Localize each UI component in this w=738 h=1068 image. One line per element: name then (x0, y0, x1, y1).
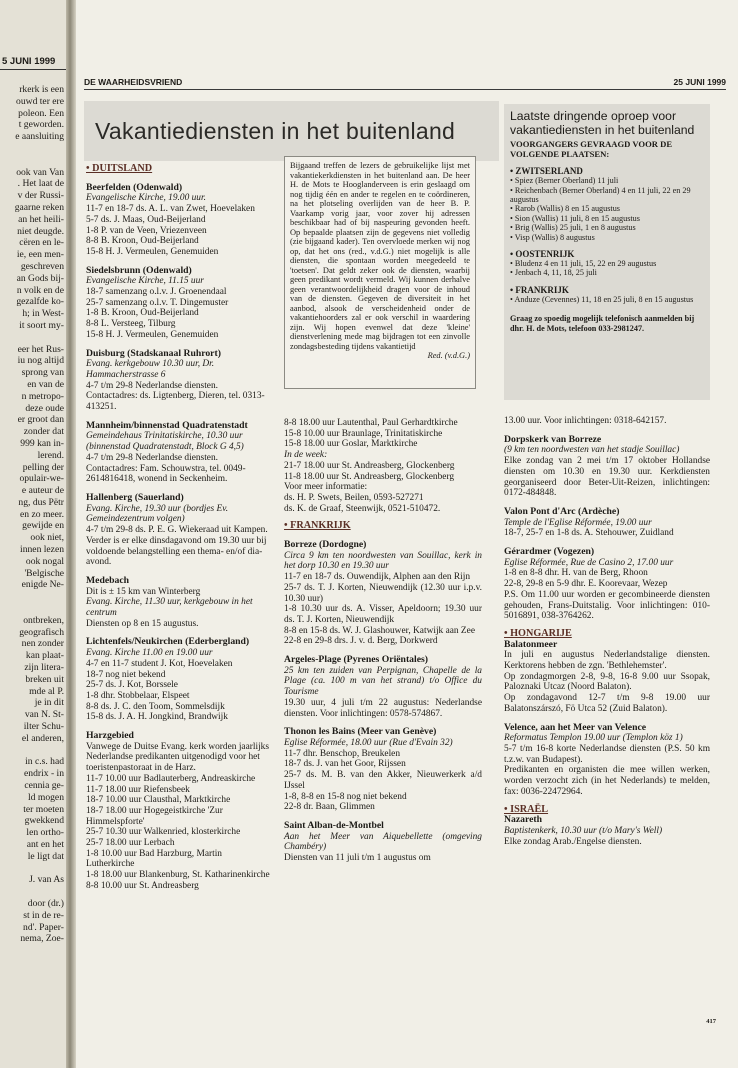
previous-page-line (2, 603, 64, 615)
service-line: 4-7 t/m 29-8 ds. P. E. G. Wiekeraad uit Kampen. (86, 525, 268, 536)
place-heading: Gérardmer (Vogezen) (504, 546, 595, 558)
service-line: 22-8 en 29-8 drs. J. v. d. Berg, Dorkwerd (284, 636, 438, 647)
previous-page-line: ant en het (26, 839, 64, 850)
venue-line: Evang. kerkgebouw 10.30 uur, Dr. Hammacherstrasse 6 (86, 359, 215, 380)
intro-box (284, 156, 476, 389)
previous-page-line: en van de (27, 378, 64, 390)
vacancy-item: • Bludenz 4 en 11 juli, 15, 22 en 29 augustus (510, 259, 657, 269)
magazine-page (76, 0, 738, 1068)
service-line: 11-7 dhr. Benschop, Breukelen (284, 748, 401, 759)
service-line: Vanwege de Duitse Evang. kerk worden jaarlijks Nederlandse predikanten uitgenodigd voor het toeristenpastoraat in de Harz. (86, 741, 270, 774)
section-heading: • ISRAËL (504, 803, 549, 815)
service-line: 1-8 10.30 uur ds. A. Visser, Apeldoorn; 19.30 uur ds. T. J. Korten, Nieuwendijk (284, 604, 482, 625)
vacancy-item: • Reichenbach (Berner Oberland) 4 en 11 juli, 22 en 29 augustus (510, 185, 691, 204)
previous-page-line: ie, een men- (16, 249, 64, 261)
previous-page-line: geografisch (19, 626, 64, 638)
urgent-call-subtitle: VOORGANGERS GEVRAAGD VOOR DE VOLGENDE PLAATSEN: (510, 139, 673, 159)
service-line: Diensten van 11 juli t/m 1 augustus om (284, 853, 431, 864)
previous-page-line: gwekkend (24, 815, 64, 827)
vacancy-item: • Anduze (Cevennes) 11, 18 en 25 juli, 8 en 15 augustus (510, 294, 694, 304)
previous-page-line: ook niet, (30, 532, 64, 544)
service-line: 5-7 ds. J. Maas, Oud-Beijerland (86, 214, 206, 225)
previous-page-line: door (dr.) (27, 897, 64, 909)
previous-page-line: ook nogal (25, 555, 64, 567)
service-line: Contactadres: ds. Ligtenberg, Dieren, tel. 0313-413251. (86, 391, 265, 413)
service-line: 8-8 en 15-8 ds. W. J. Glashouwer, Katwijk aan Zee (284, 625, 475, 636)
previous-page-line: gewijde en (22, 520, 64, 532)
place-heading: Siedelsbrunn (Odenwald) (86, 264, 192, 276)
service-line: 11-7 18.00 uur Riefensbeek (86, 784, 190, 795)
service-line: Elke zondag van 2 mei t/m 17 oktober Hollandse diensten om 10.30 en 19.30 uur. Kerkdiensten georganiseerd door Beter-Uit-Reizen, inlichtingen: 0172-484848. (504, 456, 710, 499)
previous-page-line: niet deugde. (17, 225, 64, 237)
previous-page-line: n volk en de (16, 284, 64, 296)
service-line: 8-8 18.00 uur Lautenthal, Paul Gerhardtkirche (284, 418, 458, 428)
previous-page-line: 999 kan in- (20, 437, 64, 449)
previous-page-line (2, 155, 64, 167)
place-heading: Beerfelden (Odenwald) (86, 181, 183, 193)
venue-line: Evangelische Kirche, 19.00 uur. (86, 193, 206, 204)
place-heading: Velence, aan het Meer van Velence (504, 721, 647, 733)
venue-line: Gemeindehaus Trinitatiskirche, 10.30 uur (binnenstad Quadratenstadt, Block G 4,5) (86, 431, 244, 453)
service-line: 11-7 en 18-7 ds. Ouwendijk, Alphen aan den Rijn (284, 572, 471, 583)
previous-page-text (2, 84, 64, 945)
service-line: 1-8 en 8-8 dhr. H. van de Berg, Rhoon (504, 568, 648, 579)
previous-page-line: cëren en le- (19, 237, 64, 249)
column-3 (504, 416, 710, 847)
service-line: 8-8 10.00 uur St. Andreasberg (86, 880, 199, 891)
previous-page-line: endrix - in (24, 768, 64, 780)
previous-page-line (2, 886, 64, 898)
previous-page-line: er groot dan (17, 414, 64, 426)
service-line: 18-7 18.00 uur Hogegeistkirche 'Zur Himmelspforte' (86, 805, 223, 827)
service-line: 5-7 t/m 16-8 korte Nederlandse diensten (P.S. 50 km t.z.w. van Budapest). (504, 743, 710, 765)
service-line: 1-8, 8-8 en 15-8 nog niet bekend (284, 791, 407, 802)
vacancy-item: • Jenbach 4, 11, 18, 25 juli (510, 268, 597, 278)
service-line: Contactadres: Fam. Schouwstra, tel. 0049-2614816418, wonend in Seckenheim. (86, 463, 246, 485)
service-line: 8-8 L. Versteeg, Tilburg (86, 319, 176, 330)
vacancy-item: • Rarob (Wallis) 8 en 15 augustus (510, 204, 620, 214)
previous-page-line: . Het laat de (17, 178, 64, 190)
service-line: 15-8 10.00 uur Braunlage, Trinitatiskirche (284, 428, 443, 439)
previous-page-line: en zo meer. (20, 508, 64, 520)
service-line: Voor meer informatie: (284, 482, 368, 493)
country-heading: • FRANKRIJK (510, 284, 569, 295)
service-line: Dit is ± 15 km van Winterberg (86, 586, 201, 597)
urgent-call-contact: Graag zo spoedig mogelijk telefonisch aanmelden bij dhr. H. de Mots, telefoon 033-2981247. (510, 314, 695, 333)
previous-page-line: ouwd ter ere (16, 95, 64, 107)
country-heading: • OOSTENRIJK (510, 249, 575, 260)
place-heading: Medebach (86, 574, 130, 586)
place-heading: Duisburg (Stadskanaal Ruhrort) (86, 347, 221, 359)
service-line: 15-8 ds. J. A. H. Jongkind, Brandwijk (86, 712, 228, 723)
previous-page-line: cennia ge- (24, 780, 64, 792)
venue-line: Eglise Réformée, 18.00 uur (Rue d'Evain 32) (284, 737, 453, 748)
service-line: 4-7 t/m 29-8 Nederlandse diensten. (86, 452, 218, 463)
section-heading: • HONGARIJE (504, 627, 572, 639)
intro-text: Bijgaand treffen de lezers de gebruikelijke lijst met vakantiekerkdiensten in het buitenland aan. De heer H. de Mots te Hooglanderveen is erin geslaagd om nog tijdig één en ander te regelen en te coördineren, na het plotseling overlijden van de heer B. P. Vaarkamp vorig jaar, voor zover hij adressen beschikbaar had of bij naspeuring gevonden heeft. Op bepaalde plaatsen zijn de gegevens niet volledig (zie bijgaand kader). Ten overvloede merken wij nog op, dat het ons (red., v.d.G.) niet mogelijk is alle diensten, die spontaan worden meegedeeld te 'toetsen'. Dat geldt zeker ook de diensten, waarbij geen predikant wordt vermeld. Wij kunnen derhalve geen verantwoordelijkheid dragen voor de inhoud van de diensten. Gegeven de diversiteit in het aanbod, alsook de verscheidenheid onder de vakantiehoorders zal er ook verschil in waardering zijn. Wij hopen evenwel dat deze 'kleine' dienstverlening mede mag bijdragen tot een zinvolle zondagsbesteding tijdens vakantietijd (290, 161, 470, 351)
venue-line: Evang. Kirche 11.00 en 19.00 uur (86, 648, 213, 659)
venue-line: Evang. Kirche, 11.30 uur, kerkgebouw in het centrum (86, 597, 253, 619)
previous-page-line: ilter Schu- (23, 721, 64, 733)
service-line: 15-8 18.00 uur Goslar, Marktkirche (284, 439, 418, 450)
previous-page-line: ontbreken, (23, 614, 64, 626)
previous-page-line: nd'. Paper- (23, 921, 64, 933)
previous-page-line: e auteur de (21, 485, 64, 497)
previous-page-line: ook van Van (16, 166, 64, 178)
issue-date: 25 JUNI 1999 (673, 77, 726, 87)
vacancy-item: • Sion (Wallis) 11 juli, 8 en 15 augustus (510, 213, 640, 223)
service-line: 22-8 dr. Baan, Glimmen (284, 802, 375, 813)
service-line: 21-7 18.00 uur St. Andreasberg, Glockenberg (284, 460, 455, 471)
previous-page-edge (0, 0, 66, 1068)
venue-line: In de week: (284, 450, 328, 461)
service-line: P.S. Om 11.00 uur worden er gecombineerde diensten gehouden, Frans-Duitstalig. Voor inlichtingen: 010-5016891, 038-3764262. (504, 589, 710, 622)
previous-page-line: zijn litera- (24, 662, 64, 674)
urgent-call-box (504, 104, 710, 400)
service-line: 25-7 10.30 uur Walkenried, klosterkirche (86, 827, 241, 838)
previous-page-line (2, 332, 64, 344)
previous-page-line: J. van As (29, 874, 64, 886)
previous-page-line: opulair-we- (19, 473, 64, 485)
venue-line: Circa 9 km ten noordwesten van Souillac, kerk in het dorp 10.30 en 19.30 uur (284, 550, 482, 572)
column-1 (86, 164, 272, 892)
service-line: 25-7 samenzang o.l.v. T. Dingemuster (86, 297, 229, 308)
service-line: 8-8 B. Kroon, Oud-Beijerland (86, 236, 199, 247)
place-heading: Hallenberg (Sauerland) (86, 491, 184, 503)
running-header (84, 76, 726, 90)
previous-page-line: poleon. Een (18, 107, 64, 119)
previous-page-line: t geworden. (18, 119, 64, 131)
place-heading: Thonon les Bains (Meer van Genève) (284, 726, 437, 738)
article-title: Vakantiediensten in het buitenland (95, 118, 456, 144)
service-line: In juli en augustus Nederlandstalige diensten. Kerktorens hebben de zgn. 'Bethlehemster'. (504, 650, 710, 672)
place-heading: Borreze (Dordogne) (284, 539, 367, 551)
service-line: 8-8 ds. J. C. den Toom, Sommelsdijk (86, 701, 225, 712)
service-line: 11-7 10.00 uur Badlauterberg, Andreaskirche (86, 773, 256, 784)
section-heading: • DUITSLAND (86, 163, 153, 174)
previous-page-line: nen zonder (21, 638, 64, 650)
service-line: 18-7 nog niet bekend (86, 669, 166, 680)
place-heading: Valon Pont d'Arc (Ardèche) (504, 505, 620, 517)
urgent-call-list (510, 166, 704, 304)
service-line: 19.30 uur, 4 juli t/m 22 augustus: Nederlandse diensten. Voor inlichtingen: 0578-574867. (284, 697, 482, 719)
place-heading: Harzgebied (86, 730, 134, 742)
venue-line: Temple de l'Eglise Réformée, 19.00 uur (504, 517, 652, 528)
previous-page-line (2, 863, 64, 875)
service-line: 25-7 ds. M. B. van den Akker, Nieuwerkerk a/d IJssel (284, 770, 482, 791)
service-line: 22-8, 29-8 en 5-9 dhr. E. Koorevaar, Wezep (504, 579, 668, 590)
service-line: 11-8 18.00 uur St. Andreasberg, Glockenberg (284, 471, 455, 482)
vacancy-item: • Visp (Wallis) 8 augustus (510, 232, 595, 242)
previous-page-line: iu nog altijd (17, 355, 64, 367)
previous-page-line: gaarne reken (14, 201, 64, 213)
service-line: Op zondagavond 12-7 t/m 9-8 19.00 uur Balatonszárszó, Fö Utca 52 (Zuid Balaton). (504, 693, 710, 714)
place-heading: Dorpskerk van Borreze (504, 433, 602, 445)
previous-page-line: rkerk is een (19, 84, 64, 95)
previous-page-line: it soort my- (19, 319, 64, 331)
service-line: 11-7 en 18-7 ds. A. L. van Zwet, Hoevelaken (86, 204, 255, 215)
service-line: 15-8 H. J. Vermeulen, Genemuiden (86, 329, 219, 340)
previous-page-line (2, 745, 64, 757)
column-2 (284, 418, 482, 864)
previous-page-line: len ortho- (26, 827, 64, 839)
intro-signature: Red. (v.d.G.) (427, 351, 470, 360)
service-line: 1-8 P. van de Veen, Vriezenveen (86, 225, 207, 236)
previous-page-line: el anderen, (21, 732, 64, 744)
previous-page-line: geschreven (20, 260, 64, 272)
venue-line: Evangelische Kirche, 11.15 uur (86, 276, 204, 287)
previous-page-line: h; in West- (22, 308, 64, 320)
service-line: 18-7 10.00 uur Clausthal, Marktkirche (86, 795, 231, 806)
service-line: Verder is er elke dinsdagavond om 19.30 uur bij voldoende belangstelling een thema- en/of dia-avond. (86, 535, 267, 568)
previous-page-line: mde al P. (29, 685, 64, 697)
previous-page-line: n metropo- (21, 390, 64, 402)
previous-page-line: zonder dat (23, 426, 64, 438)
service-line: Diensten op 8 en 15 augustus. (86, 618, 199, 629)
previous-page-line: st in de re- (23, 909, 64, 921)
vacancy-item: • Brig (Wallis) 25 juli, 1 en 8 augustus (510, 223, 636, 233)
previous-page-line: ter moeten (23, 803, 64, 815)
venue-line: Evang. Kirche, 19.30 uur (bordjes Ev. Gemeindezentrum volgen) (86, 503, 229, 525)
place-heading: Nazareth (504, 814, 543, 826)
previous-page-line: kan plaat- (25, 650, 64, 662)
service-line: ds. K. de Graaf, Steenwijk, 0521-510472. (284, 503, 441, 514)
venue-line: Baptistenkerk, 10.30 uur (t/o Mary's Well) (504, 825, 663, 836)
page-number: 417 (706, 1018, 716, 1025)
service-line: Op zondagmorgen 2-8, 9-8, 16-8 9.00 uur Ssopak, Paloznaki Utcaz (Noord Balaton). (504, 671, 710, 693)
venue-line: Reformatus Templon 19.00 uur (Templon köz 1) (504, 733, 683, 744)
article-title-box (84, 101, 499, 161)
service-line: 18-7, 25-7 en 1-8 ds. A. Stehouwer, Zuidland (504, 528, 674, 539)
service-line: Elke zondag Arab./Engelse diensten. (504, 836, 642, 847)
service-line: 1-8 18.00 uur Blankenburg, St. Katharinenkirche (86, 870, 270, 881)
previous-page-line: pelling der (22, 461, 64, 473)
service-line: ds. H. P. Swets, Beilen, 0593-527271 (284, 492, 424, 503)
previous-page-line: e aansluiting (15, 131, 64, 143)
service-line: 18-7 samenzang o.l.v. J. Groenendaal (86, 287, 227, 298)
publication-name: DE WAARHEIDSVRIEND (84, 77, 183, 87)
previous-page-line: deze oude (25, 402, 64, 414)
previous-page-date: 5 JUNI 1999 (0, 56, 66, 70)
previous-page-line: gezalfde ko- (16, 296, 64, 308)
service-line: 1-8 10.00 uur Bad Harzburg, Martin Lutherkirche (86, 848, 222, 870)
place-heading: Lichtenfels/Neukirchen (Ederbergland) (86, 636, 250, 648)
service-line: 25-7 ds. T. J. Korten, Nieuwendijk (12.30 uur i.p.v. 10.30 uur) (284, 582, 482, 604)
previous-page-line: breken uit (25, 673, 64, 685)
service-line: 1-8 dhr. Stobbelaar, Elspeet (86, 690, 190, 701)
previous-page-line: le ligt dat (27, 850, 64, 862)
place-heading: Saint Alban-de-Montbel (284, 819, 384, 831)
service-line: 4-7 t/m 29-8 Nederlandse diensten. (86, 380, 218, 391)
venue-line: Aan het Meer van Aiquebellette (omgeving Chambéry) (284, 831, 482, 853)
previous-page-line: enigde Ne- (21, 579, 64, 591)
previous-page-line: v der Russi- (17, 190, 64, 202)
previous-page-line: in c.s. had (25, 756, 64, 768)
previous-page-line: nema, Zoe- (20, 933, 64, 945)
service-line: 13.00 uur. Voor inlichtingen: 0318-642157. (504, 416, 667, 426)
previous-page-line: van N. St- (24, 709, 64, 721)
place-heading: Argeles-Plage (Pyrenes Oriëntales) (284, 654, 429, 666)
country-heading: • ZWITSERLAND (510, 166, 583, 177)
place-heading: Mannheim/binnenstad Quadratenstadt (86, 419, 248, 431)
venue-line: (9 km ten noordwesten van het stadje Souillac) (504, 445, 680, 456)
previous-page-line: an Gods bij- (16, 272, 64, 284)
service-line: Predikanten en organisten die mee willen werken, worden verzocht zich (in het Nederlands) te melden, fax: 0036-22472964. (504, 765, 710, 797)
vacancy-item: • Spiez (Berner Oberland) 11 juli (510, 176, 619, 186)
urgent-call-title: Laatste dringende oproep voor vakantiediensten in het buitenland (510, 109, 695, 137)
previous-page-line: innen lezen (20, 544, 64, 556)
venue-line: Eglise Réformée, Rue de Casino 2, 17.00 uur (504, 557, 674, 568)
previous-page-line: eer het Rus- (17, 343, 64, 355)
place-heading: Balatonmeer (504, 638, 558, 650)
previous-page-line (2, 143, 64, 155)
service-line: 25-7 18.00 uur Lerbach (86, 838, 175, 849)
venue-line: 25 km ten zuiden van Perpignan, Chapelle de la Plage (ca. 100 m van het strand) t/o Office du Tourisme (284, 665, 482, 698)
service-line: 4-7 en 11-7 student J. Kot, Hoevelaken (86, 658, 233, 669)
section-heading: • FRANKRIJK (284, 520, 351, 532)
service-line: 18-7 ds. J. van het Goor, Rijssen (284, 759, 406, 770)
previous-page-line: 'Belgische (24, 567, 64, 579)
previous-page-line: ng, dus Pëtr (18, 496, 64, 508)
previous-page-line: lerend. (37, 449, 64, 461)
previous-page-line: ld mogen (28, 791, 64, 803)
previous-page-line: je in dit (34, 697, 64, 709)
service-line: 1-8 B. Kroon, Oud-Beijerland (86, 308, 199, 319)
previous-page-line (2, 591, 64, 603)
service-line: 25-7 ds. J. Kot, Borssele (86, 680, 178, 691)
service-line: 15-8 H. J. Vermeulen, Genemuiden (86, 246, 219, 257)
previous-page-line: sprong van (21, 367, 64, 379)
previous-page-line: an het heili- (18, 213, 64, 225)
book-binding (66, 0, 76, 1068)
